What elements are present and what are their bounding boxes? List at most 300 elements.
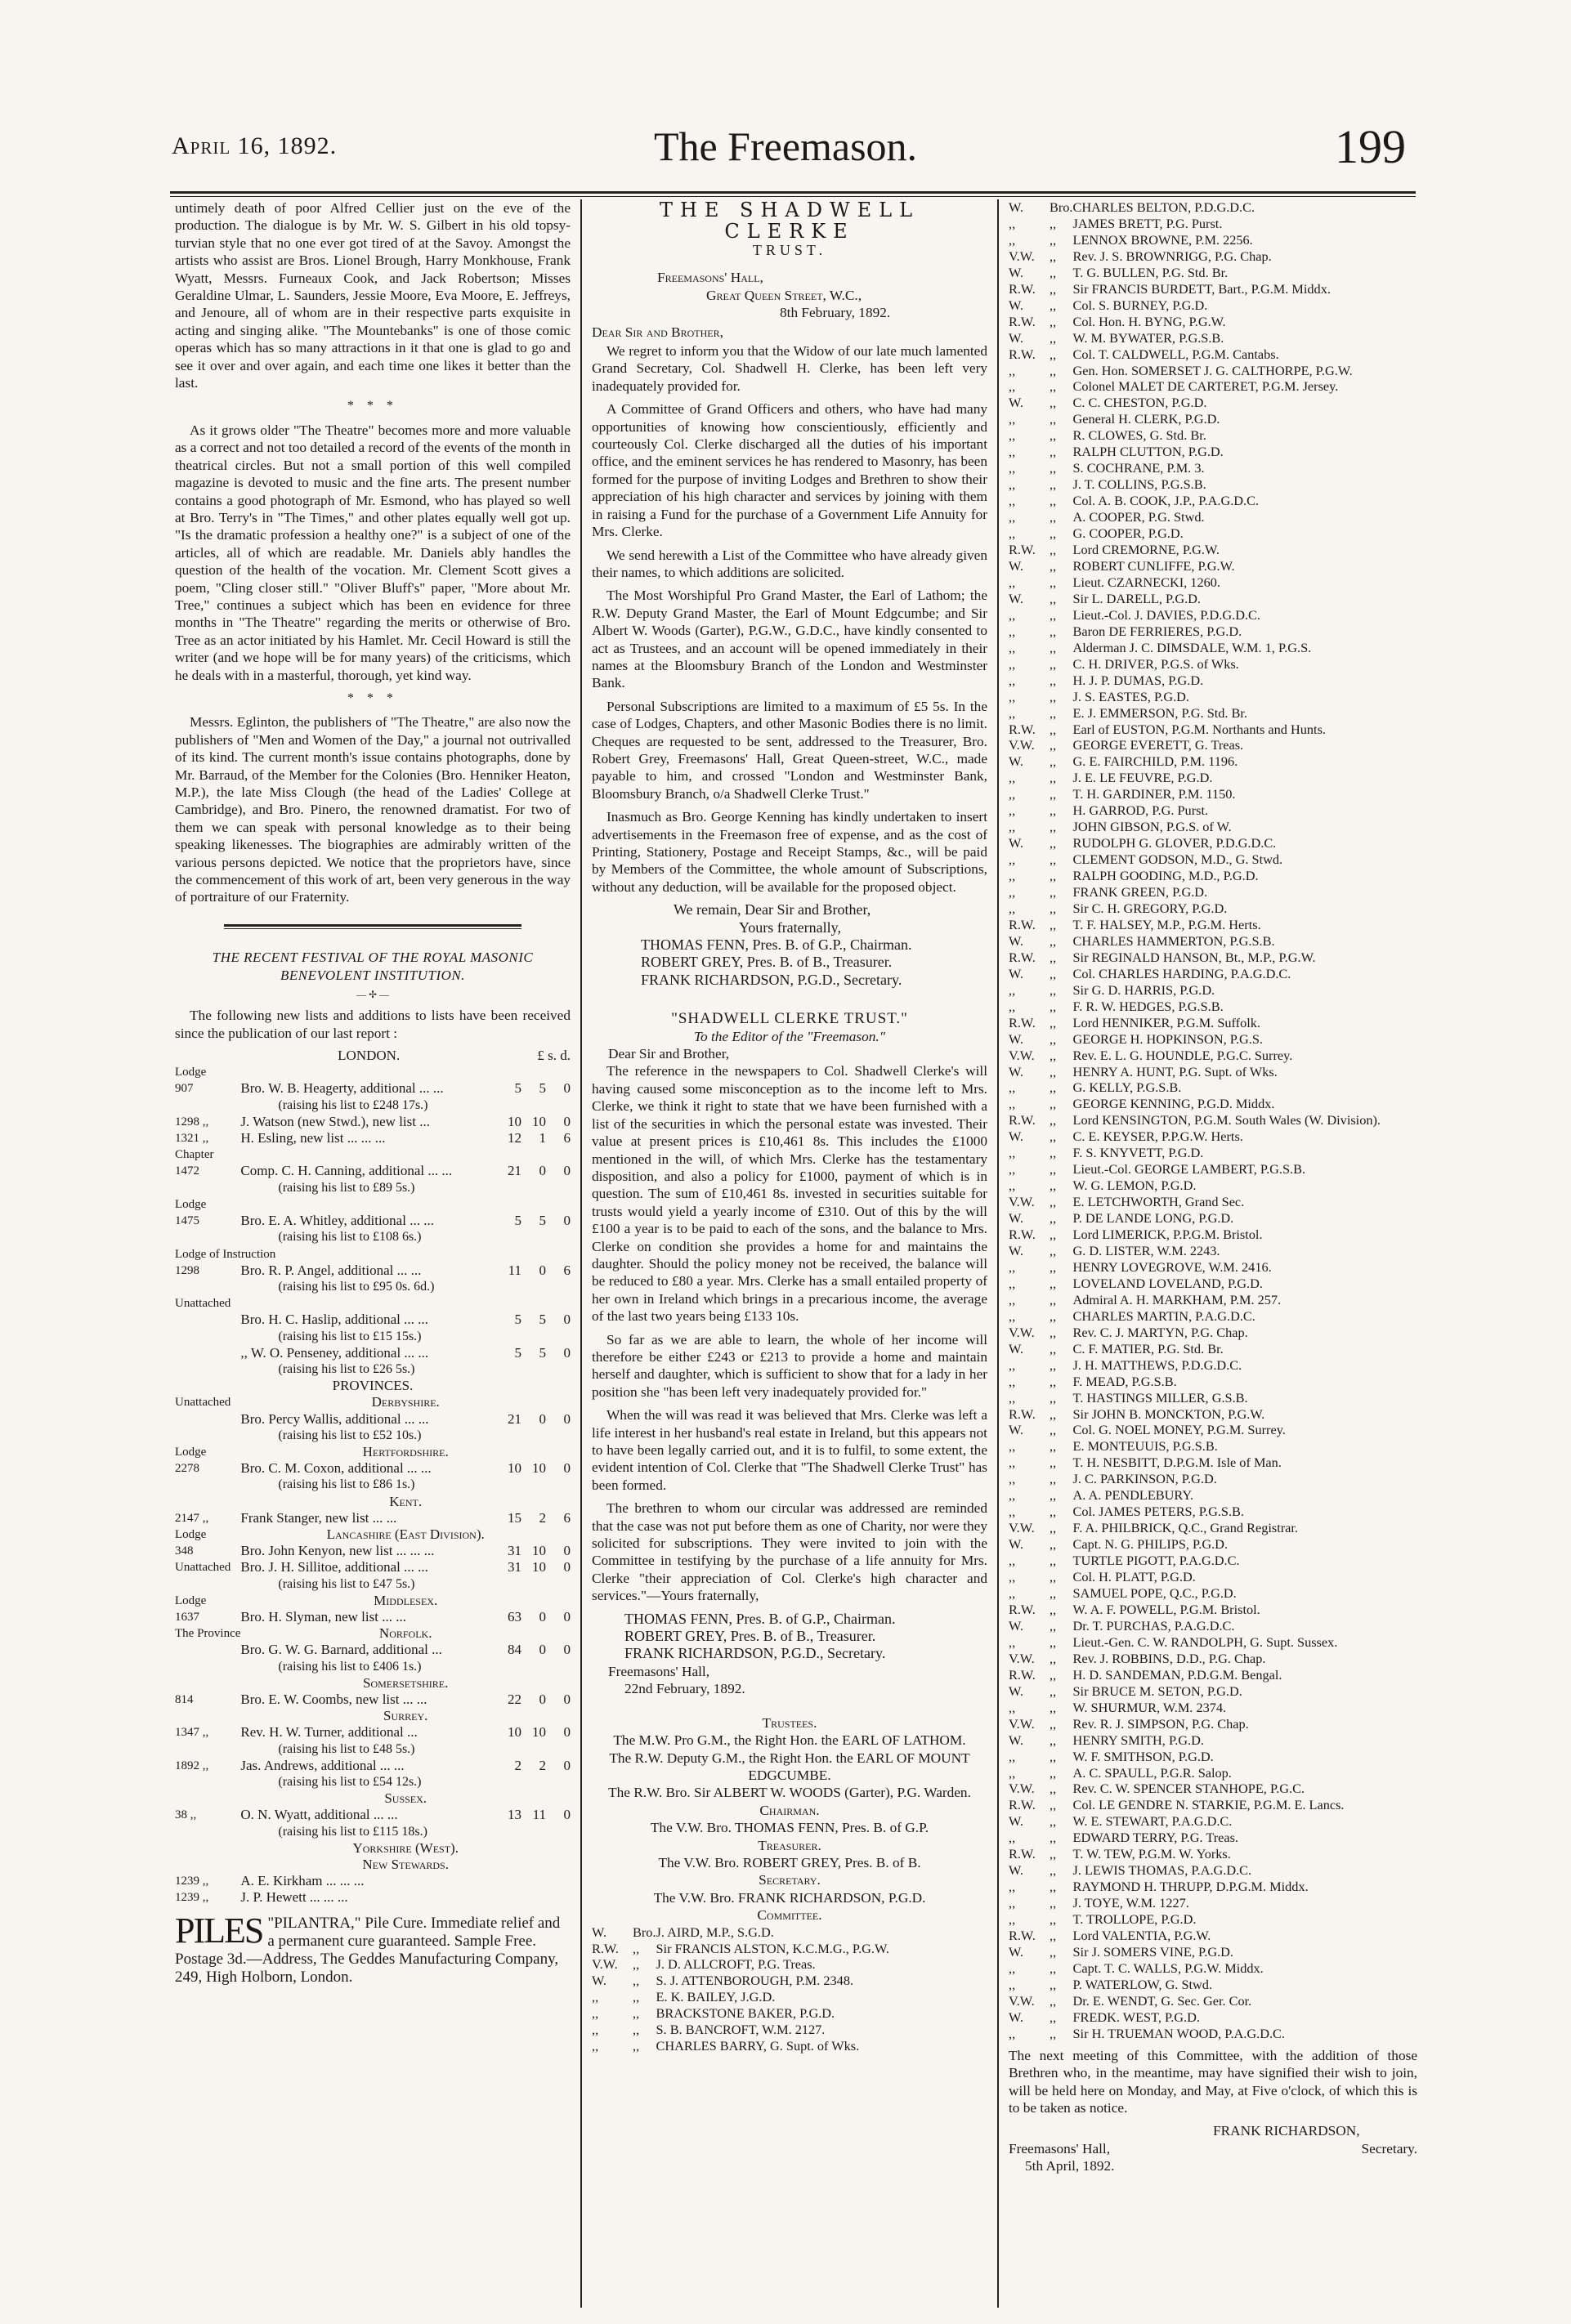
festival-entry: A. E. Kirkham ... ... ... (240, 1873, 365, 1889)
amount-pence: 6 (563, 1509, 571, 1526)
member-rank: W. (1009, 1128, 1023, 1145)
letter-signature-chairman: THOMAS FENN, Pres. B. of G.P., Chairman. (624, 1610, 896, 1627)
festival-row (175, 1213, 571, 1229)
county-heading: New Stewards. (362, 1857, 449, 1873)
member-name: A. C. SPAULL, P.G.R. Salop. (1072, 1764, 1232, 1781)
member-rank: ,, (1009, 1585, 1016, 1602)
festival-row (175, 1329, 571, 1345)
member-title: ,, (1050, 1569, 1057, 1585)
member-name: Capt. N. G. PHILIPS, P.G.D. (1072, 1536, 1229, 1553)
publication-title: The Freemason. (653, 123, 918, 169)
member-rank: ,, (1009, 1830, 1016, 1846)
member-rank: R.W. (1009, 1406, 1036, 1422)
member-name: Rev. J. ROBBINS, D.D., P.G. Chap. (1072, 1650, 1266, 1666)
amount-pence: 0 (563, 1080, 571, 1097)
member-rank: ,, (1009, 981, 1016, 998)
lodge-type-label: Unattached (175, 1297, 231, 1311)
member-title: ,, (1050, 884, 1057, 901)
member-rank: ,, (1009, 688, 1016, 704)
member-name: W. M. BYWATER, P.G.S.B. (1072, 329, 1224, 346)
member-rank: V.W. (1009, 1324, 1035, 1340)
festival-row (175, 1444, 571, 1460)
member-name: W. E. STEWART, P.A.G.D.C. (1072, 1813, 1233, 1830)
committee-member (1009, 460, 1417, 476)
member-name: R. CLOWES, G. Std. Br. (1072, 427, 1206, 444)
member-name: P. WATERLOW, G. Stwd. (1072, 1976, 1213, 1992)
trustees-heading: Trustees. (762, 1714, 817, 1731)
member-title: ,, (1050, 1928, 1057, 1944)
address-date: 8th February, 1892. (780, 305, 891, 321)
member-name: T. HASTINGS MILLER, G.S.B. (1072, 1389, 1248, 1406)
member-rank: R.W. (1009, 1601, 1036, 1617)
member-title: ,, (1050, 1536, 1057, 1553)
letter-signature-secretary: FRANK RICHARDSON, P.G.D., Secretary. (624, 1645, 886, 1662)
festival-row (175, 1576, 571, 1593)
committee-member (1009, 673, 1417, 689)
member-title: ,, (1050, 1911, 1057, 1928)
member-name: J. AIRD, M.P., S.G.D. (656, 1924, 774, 1940)
festival-entry: Bro. W. B. Heagerty, additional ... ... (240, 1080, 444, 1097)
lodge-number (175, 1411, 240, 1428)
member-title: ,, (1050, 1797, 1057, 1813)
member-title: ,, (1050, 1128, 1057, 1145)
letter-address: Freemasons' Hall, (608, 1663, 710, 1679)
amount-shillings: 10 (532, 1724, 546, 1741)
member-name: T. H. GARDINER, P.M. 1150. (1072, 786, 1236, 802)
member-name: Lord LIMERICK, P.P.G.M. Bristol. (1072, 1227, 1263, 1243)
trustee-1: The M.W. Pro G.M., the Right Hon. the EARL OF LATHOM. (613, 1732, 966, 1749)
lodge-number: 2147 ,, (175, 1511, 209, 1525)
county-heading: Kent. (389, 1493, 423, 1509)
member-rank: ,, (1009, 1145, 1016, 1161)
member-rank: ,, (1009, 606, 1016, 623)
amount-shillings: 5 (539, 1344, 546, 1361)
amount-shillings: 10 (532, 1543, 546, 1559)
member-name: Col. LE GENDRE N. STARKIE, P.G.M. E. Lancs. (1072, 1797, 1345, 1813)
member-title: ,, (1050, 1194, 1057, 1210)
member-title: ,, (1050, 1275, 1057, 1291)
committee-member (1009, 1194, 1417, 1210)
member-title: ,, (633, 2022, 640, 2038)
letter-paragraph-2: So far as we are able to learn, the whole of her income will therefore be either £243 or £213 to provide a home and maintain herself and daughter, which is sufficient to show that for a lady in her position she "has been left very inadequately provided for." (592, 1331, 987, 1400)
committee-member (1009, 786, 1417, 802)
member-rank: ,, (1009, 1373, 1016, 1389)
amount-shillings: 11 (532, 1807, 546, 1823)
festival-entry: Rev. H. W. Turner, additional ... (240, 1724, 418, 1741)
salutation: Dear Sir and Brother, (592, 324, 723, 340)
committee-member (1009, 1487, 1417, 1504)
member-rank: ,, (1009, 998, 1016, 1014)
member-title: ,, (1050, 1373, 1057, 1389)
committee-member (1009, 378, 1417, 395)
member-rank: ,, (1009, 1569, 1016, 1585)
festival-entry: Bro. C. M. Coxon, additional ... ... (240, 1460, 432, 1477)
member-rank: V.W. (1009, 1194, 1035, 1210)
member-title: ,, (1050, 1960, 1057, 1976)
member-rank: ,, (592, 2022, 599, 2038)
member-name: Lord VALENTIA, P.G.W. (1072, 1928, 1211, 1944)
county-heading: Yorkshire (West). (352, 1839, 459, 1856)
member-name: E. J. EMMERSON, P.G. Std. Br. (1072, 704, 1248, 721)
amount-pence: 6 (563, 1130, 571, 1146)
member-title: ,, (1050, 1487, 1057, 1504)
member-name: Sir J. SOMERS VINE, P.G.D. (1072, 1943, 1233, 1960)
member-rank: W. (1009, 1340, 1023, 1356)
committee-member (1009, 1765, 1417, 1781)
member-title: ,, (1050, 868, 1057, 884)
festival-row (175, 1229, 571, 1245)
member-name: FRANK GREEN, P.G.D. (1072, 884, 1208, 901)
festival-row (175, 1708, 571, 1724)
member-rank: R.W. (1009, 1928, 1036, 1944)
page-header (0, 120, 1571, 188)
title-ornament: — ✢ — (356, 988, 390, 1000)
county-heading: Surrey. (383, 1708, 428, 1724)
theatre-paragraph-1: untimely death of poor Alfred Cellier just on the eve of the production. The dialogue is by Mr. W. S. Gilbert in his old topsy-turvian style that no one ever got tired of at the Savoy. Amongst the artists who assist are Bros. Lionel Brough, Harry Monkhouse, Frank Wyatt, Messrs. Furneaux Cook, and Jack Robertson; Misses Geraldine Ulmar, L. Saunders, Jessie Moore, Eva Moore, E. Jeffreys, and Jenoure, all of whom are in their respective parts exquisite in acting and singing alike. "The Mountebanks" is one of those comic operas which has so many attractions in it that one is glad to go and see it over and over again, and each time one likes it better than the last. (175, 200, 571, 391)
member-name: H. J. P. DUMAS, P.G.D. (1072, 672, 1204, 688)
lodge-type-label: Lodge (175, 1593, 207, 1607)
festival-entry: Bro. Percy Wallis, additional ... ... (240, 1410, 429, 1427)
county-heading: Somersetshire. (363, 1674, 449, 1691)
member-rank: ,, (1009, 215, 1016, 231)
festival-entry: Bro. John Kenyon, new list ... ... ... (240, 1543, 435, 1559)
member-rank: ,, (1009, 639, 1016, 655)
committee-member (1009, 933, 1417, 950)
member-name: Rev. R. J. SIMPSON, P.G. Chap. (1072, 1715, 1249, 1732)
member-title: ,, (1050, 1063, 1057, 1079)
festival-row (175, 1840, 571, 1857)
amount-pence: 0 (563, 1724, 571, 1741)
lodge-type-label: Chapter (175, 1148, 214, 1162)
committee-member (1009, 314, 1417, 330)
advert-heading: PILES (175, 1910, 263, 1951)
lodge-type-label: The Province (175, 1627, 241, 1641)
treasurer-name: The V.W. Bro. ROBERT GREY, Pres. B. of B. (658, 1854, 921, 1870)
member-rank: W. (1009, 1243, 1023, 1258)
letter-heading: "SHADWELL CLERKE TRUST." (671, 1010, 908, 1028)
member-title: ,, (1050, 1307, 1057, 1324)
theatre-paragraph-3: Messrs. Eglinton, the publishers of "The Theatre," are also now the publishers of "Men and Women of the Day," a journal not outrivalled of its kind. The current month's issue contains photographs, done by Mr. Barraud, of the Member for the Colonies (Bro. Henniker Heaton, M.P.), the late Miss Clough (the head of the Ladies' College at Cambridge), and Bro. Pinero, the renowned dramatist. For two of them we can speak with personal knowledge as to their being speaking likenesses. The biographies are admirably written of the various persons depicted. We notice that the proprietors have, since the commencement of this work of art, been very generous in the way of portraiture of our Fraternity. (175, 714, 571, 905)
committee-member (1009, 1325, 1417, 1341)
committee-member (1009, 1390, 1417, 1406)
member-rank: ,, (1009, 655, 1016, 672)
header-rule (170, 191, 1416, 194)
member-name: Rev. C. W. SPENCER STANHOPE, P.G.C. (1072, 1781, 1305, 1797)
county-heading: Norfolk. (378, 1625, 432, 1642)
amount-pounds: 63 (508, 1608, 521, 1625)
member-title: ,, (1050, 1601, 1057, 1617)
festival-row (175, 1411, 571, 1428)
member-title: ,, (1050, 1895, 1057, 1911)
member-title: ,, (1050, 1748, 1057, 1764)
trust-paragraph-6: Inasmuch as Bro. George Kenning has kindly undertaken to insert advertisements in the Freemason free of expense, and as the cost of Printing, Stationery, Postage and Receipt Stamps, &c., will be paid by Members of the Committee, the whole amount of Subscriptions, without any deduction, will be available for the proposed object. (592, 809, 987, 895)
trustee-3: The R.W. Bro. Sir ALBERT W. WOODS (Garter), P.G. Warden. (608, 1785, 971, 1801)
member-title: ,, (1050, 346, 1057, 362)
raising-note: (raising his list to £54 12s.) (278, 1775, 422, 1789)
member-rank: ,, (1009, 1504, 1016, 1520)
festival-row (175, 1724, 571, 1741)
festival-entry: ,, W. O. Penseney, additional ... ... (240, 1344, 429, 1361)
amount-shillings: 5 (539, 1080, 546, 1097)
committee-member (1009, 1243, 1417, 1259)
member-name: Dr. T. PURCHAS, P.A.G.D.C. (1072, 1617, 1235, 1634)
member-title: ,, (1050, 1992, 1057, 2009)
trust-title-text: THE SHADWELL CLERKE (659, 199, 920, 243)
committee-member (1009, 1977, 1417, 1993)
member-rank: ,, (1009, 1389, 1016, 1406)
amount-pence: 0 (563, 1344, 571, 1361)
member-title: ,, (1050, 1520, 1057, 1536)
member-title: ,, (1050, 770, 1057, 786)
member-title: ,, (1050, 1356, 1057, 1373)
amount-pounds: 5 (514, 1080, 521, 1097)
festival-row (175, 1824, 571, 1840)
notice-title: Secretary. (1361, 2140, 1417, 2156)
member-title: ,, (1050, 1683, 1057, 1699)
member-name: Lord KENSINGTON, P.G.M. South Wales (W. Division). (1072, 1112, 1381, 1128)
member-title: ,, (1050, 835, 1057, 851)
committee-member (1009, 1862, 1417, 1879)
committee-member (1009, 1846, 1417, 1862)
lodge-number: 348 (175, 1544, 194, 1558)
member-name: Sir REGINALD HANSON, Bt., M.P., P.G.W. (1072, 949, 1316, 965)
member-title: ,, (1050, 688, 1057, 704)
committee-list-part-2 (1009, 199, 1417, 2042)
trust-paragraph-3: We send herewith a List of the Committee who have already given their names, to which additions are solicited. (592, 547, 987, 580)
committee-member (1009, 1406, 1417, 1423)
member-rank: W. (1009, 965, 1023, 981)
column-divider-1 (580, 199, 582, 2308)
meeting-notice: The next meeting of this Committee, with the addition of those Brethren who, in the meantime, may have signified their wish to join, will be held here on Monday, and May, at Five o'clock, of which this is to be taken as notice. (1009, 2047, 1417, 2116)
committee-member (592, 2005, 987, 2022)
member-title: ,, (1050, 362, 1057, 378)
member-rank: R.W. (1009, 280, 1036, 297)
committee-member (1009, 2009, 1417, 2026)
raising-note: (raising his list to £248 17s.) (278, 1097, 428, 1112)
committee-member (1009, 1993, 1417, 2009)
member-rank: ,, (1009, 525, 1016, 542)
member-title: ,, (1050, 1340, 1057, 1356)
committee-member (1009, 1781, 1417, 1797)
amount-shillings: 10 (532, 1559, 546, 1575)
member-rank: ,, (1009, 770, 1016, 786)
member-name: H. D. SANDEMAN, P.D.G.M. Bengal. (1072, 1666, 1282, 1683)
member-title: ,, (1050, 1585, 1057, 1602)
festival-row (175, 1857, 571, 1873)
festival-row (175, 1758, 571, 1774)
amount-shillings: 10 (532, 1460, 546, 1477)
member-name: LOVELAND LOVELAND, P.G.D. (1072, 1275, 1263, 1291)
amount-pence: 0 (563, 1213, 571, 1229)
member-rank: ,, (1009, 362, 1016, 378)
member-title: ,, (1050, 1813, 1057, 1830)
member-name: RUDOLPH G. GLOVER, P.D.G.D.C. (1072, 835, 1277, 851)
member-rank: V.W. (1009, 1650, 1035, 1666)
member-name: Earl of EUSTON, P.G.M. Northants and Hunts. (1072, 721, 1326, 737)
member-title: ,, (1050, 1258, 1057, 1275)
member-title: ,, (1050, 786, 1057, 802)
member-title: ,, (1050, 411, 1057, 427)
member-rank: ,, (1009, 900, 1016, 916)
member-title: ,, (1050, 248, 1057, 264)
amount-pounds: 31 (508, 1559, 521, 1575)
member-rank: W. (1009, 1063, 1023, 1079)
member-title: ,, (633, 2005, 640, 2022)
member-title: ,, (1050, 525, 1057, 542)
lodge-number (175, 1312, 240, 1328)
member-name: J. TOYE, W.M. 1227. (1072, 1895, 1189, 1911)
member-title: ,, (1050, 1227, 1057, 1243)
amount-pence: 0 (563, 1559, 571, 1575)
member-rank: W. (1009, 1617, 1023, 1634)
member-title: ,, (1050, 297, 1057, 313)
member-title: ,, (1050, 215, 1057, 231)
member-rank: ,, (1009, 1895, 1016, 1911)
london-heading: LONDON. (338, 1048, 401, 1064)
lodge-number: 1475 (175, 1214, 199, 1228)
committee-member (1009, 1569, 1417, 1585)
amount-pence: 0 (563, 1460, 571, 1477)
committee-member (1009, 232, 1417, 248)
committee-member (1009, 444, 1417, 460)
member-rank: W. (1009, 264, 1023, 280)
trust-subtitle: TRUST. (752, 242, 827, 258)
member-title: ,, (1050, 378, 1057, 395)
committee-member (1009, 1341, 1417, 1357)
committee-member (1009, 1879, 1417, 1895)
committee-member (1009, 493, 1417, 509)
raising-note: (raising his list to £26 5s.) (278, 1361, 415, 1376)
member-title: ,, (1050, 1422, 1057, 1438)
committee-member (1009, 1438, 1417, 1455)
committee-member (1009, 330, 1417, 346)
trust-paragraph-2: A Committee of Grand Officers and others, who have had many opportunities of knowing how conscientiously, efficiently and courteously Col. Clerke discharged all the duties of his important office, and the eminent services he has rendered to Masonry, has been formed for the purpose of inviting Lodges and Brethren to show their appreciation of his high character and services by joining with them in raising a Fund for the purchase of a Government Life Annuity for Mrs. Clerke. (592, 401, 987, 540)
festival-row (175, 1097, 571, 1114)
member-rank: W. (1009, 2009, 1023, 2025)
festival-row (175, 1494, 571, 1510)
member-title: ,, (1050, 949, 1057, 965)
section-stars-1: * * * (347, 399, 398, 413)
committee-member (1009, 346, 1417, 363)
member-name: F. S. KNYVETT, P.G.D. (1072, 1145, 1204, 1161)
festival-row (175, 1460, 571, 1477)
committee-member (1009, 411, 1417, 427)
member-name: GEORGE H. HOPKINSON, P.G.S. (1072, 1030, 1263, 1047)
committee-member (1009, 999, 1417, 1015)
member-name: RALPH CLUTTON, P.G.D. (1072, 444, 1224, 460)
member-name: Admiral A. H. MARKHAM, P.M. 257. (1072, 1291, 1282, 1307)
committee-member (592, 2038, 987, 2054)
festival-row (175, 1642, 571, 1658)
committee-member (592, 1941, 987, 1957)
committee-member (1009, 1015, 1417, 1031)
lodge-number: 1239 ,, (175, 1891, 209, 1905)
lodge-type-label (175, 1708, 240, 1724)
member-rank: ,, (1009, 1275, 1016, 1291)
member-rank: ,, (1009, 378, 1016, 395)
committee-member (1009, 656, 1417, 673)
lodge-type-label: Unattached (175, 1396, 231, 1410)
member-title: ,, (1050, 1781, 1057, 1797)
member-rank: ,, (1009, 444, 1016, 460)
amount-pounds: 10 (508, 1724, 521, 1741)
member-title: ,, (1050, 313, 1057, 329)
festival-row (175, 1790, 571, 1807)
member-rank: W. (1009, 557, 1023, 574)
currency-heading: £ s. d. (537, 1048, 571, 1064)
member-rank: R.W. (1009, 1227, 1036, 1243)
member-name: G. KELLY, P.G.S.B. (1072, 1079, 1182, 1096)
county-heading: Middlesex. (374, 1592, 438, 1608)
raising-note: (raising his list to £108 6s.) (278, 1230, 422, 1245)
member-name: J. S. EASTES, P.G.D. (1072, 688, 1189, 704)
committee-member (1009, 1259, 1417, 1276)
lodge-type-label (175, 1675, 240, 1692)
member-name: T. TROLLOPE, P.G.D. (1072, 1911, 1197, 1928)
festival-entry: Bro. J. H. Sillitoe, additional ... ... (240, 1559, 428, 1575)
member-name: Col. CHARLES HARDING, P.A.G.D.C. (1072, 965, 1291, 981)
member-rank: W. (1009, 1862, 1023, 1879)
committee-member (1009, 1634, 1417, 1651)
member-title: ,, (1050, 1553, 1057, 1569)
committee-member (1009, 770, 1417, 786)
member-rank: ,, (1009, 1471, 1016, 1487)
county-heading: Lancashire (East Division). (326, 1526, 485, 1542)
committee-member (1009, 427, 1417, 444)
amount-pounds: 10 (508, 1113, 521, 1129)
festival-row (175, 1593, 571, 1609)
address-line-2: Great Queen Street, W.C., (706, 287, 862, 303)
member-title: ,, (1050, 427, 1057, 444)
member-rank: ,, (1009, 1096, 1016, 1112)
member-rank: V.W. (1009, 737, 1035, 753)
member-rank: ,, (592, 2038, 599, 2054)
trustee-2: The R.W. Deputy G.M., the Right Hon. the EARL OF MOUNT EDGCUMBE. (609, 1750, 970, 1783)
header-rule-thin (170, 196, 1416, 197)
member-name: Sir H. TRUEMAN WOOD, P.A.G.D.C. (1072, 2025, 1285, 2041)
member-title: ,, (1050, 900, 1057, 916)
notice-date: 5th April, 1892. (1025, 2158, 1115, 2174)
member-title: ,, (1050, 1438, 1057, 1455)
member-rank: W. (1009, 1210, 1023, 1227)
amount-pence: 0 (563, 1410, 571, 1427)
member-rank: ,, (1009, 672, 1016, 688)
member-rank: ,, (1009, 460, 1016, 476)
member-rank: ,, (1009, 427, 1016, 444)
committee-member (1009, 835, 1417, 851)
amount-pounds: 84 (508, 1642, 521, 1658)
amount-pounds: 22 (508, 1691, 521, 1707)
member-title: ,, (1050, 1161, 1057, 1178)
lodge-type-label: Lodge (175, 1527, 207, 1541)
member-rank: W. (1009, 932, 1023, 949)
member-name: G. COOPER, P.G.D. (1072, 525, 1184, 542)
committee-member (1009, 1064, 1417, 1080)
committee-member (1009, 395, 1417, 411)
member-name: C. C. CHESTON, P.G.D. (1072, 395, 1207, 411)
member-title: ,, (1050, 1455, 1057, 1471)
raising-note: (raising his list to £86 1s.) (278, 1477, 415, 1492)
member-title: ,, (1050, 476, 1057, 493)
member-name: F. A. PHILBRICK, Q.C., Grand Registrar. (1072, 1520, 1298, 1536)
letter-paragraph-1: The reference in the newspapers to Col. Shadwell Clerke's will having caused some misconception as to the income left to Mrs. Clerke, we think it right to state that we have been furnished with a list of the securities in which the personal estate was invested. Their value at present prices is £10,461 8s. This includes the £1000 mentioned in the will, of which Mrs. Clerke has the testamentary disposition, and also a policy for £1000, payment of which is in question. The sum of £10,461 8s. invested in securities suitable for trusts would yield a yearly income of £310. Out of this by the will £100 a year is to be paid to each of the sons, and the balance to Mrs. Clerke on condition she provides a home for and maintains the daughter. Should the policy money not be received, the balance will be reduced to £80 a year. Mrs. Clerke has a small entailed property of her own in Ireland which brings in a precarious income, the average of the last two years being £133 10s. (592, 1063, 987, 1325)
committee-member (1009, 1944, 1417, 1960)
member-rank: ,, (1009, 1356, 1016, 1373)
committee-member (1009, 199, 1417, 216)
member-title: ,, (1050, 737, 1057, 753)
theatre-paragraph-2: As it grows older "The Theatre" becomes more and more valuable as a correct and not too detailed a record of the events of the month in theatrical circles. But not a small portion of this well compiled magazine is devoted to music and the fine arts. The present number contains a good photograph of Mr. Esmond, who has played so well at Bro. Terry's in "The Times," and other plates equally well got up. "Is the dramatic profession a healthy one?" is a subject of one of the articles, all of which are readable. Mr. Daniels ably handles the question of the health of the vocation. Mr. Clement Scott gives a poem, "Cling closer still." "Oliver Bluff's" paper, "More about Mr. Tree," continues a subject which has been en evidence for three months in "The Theatre" regarding the merits or otherwise of Bro. Tree as an actor initiated by his Hamlet. Mr. Cecil Howard is still the writer (and we hope will be for many years) of the criticisms, which he deals with in a masterful, thorough, yet kind way. (175, 422, 571, 683)
member-title: ,, (633, 1956, 640, 1973)
